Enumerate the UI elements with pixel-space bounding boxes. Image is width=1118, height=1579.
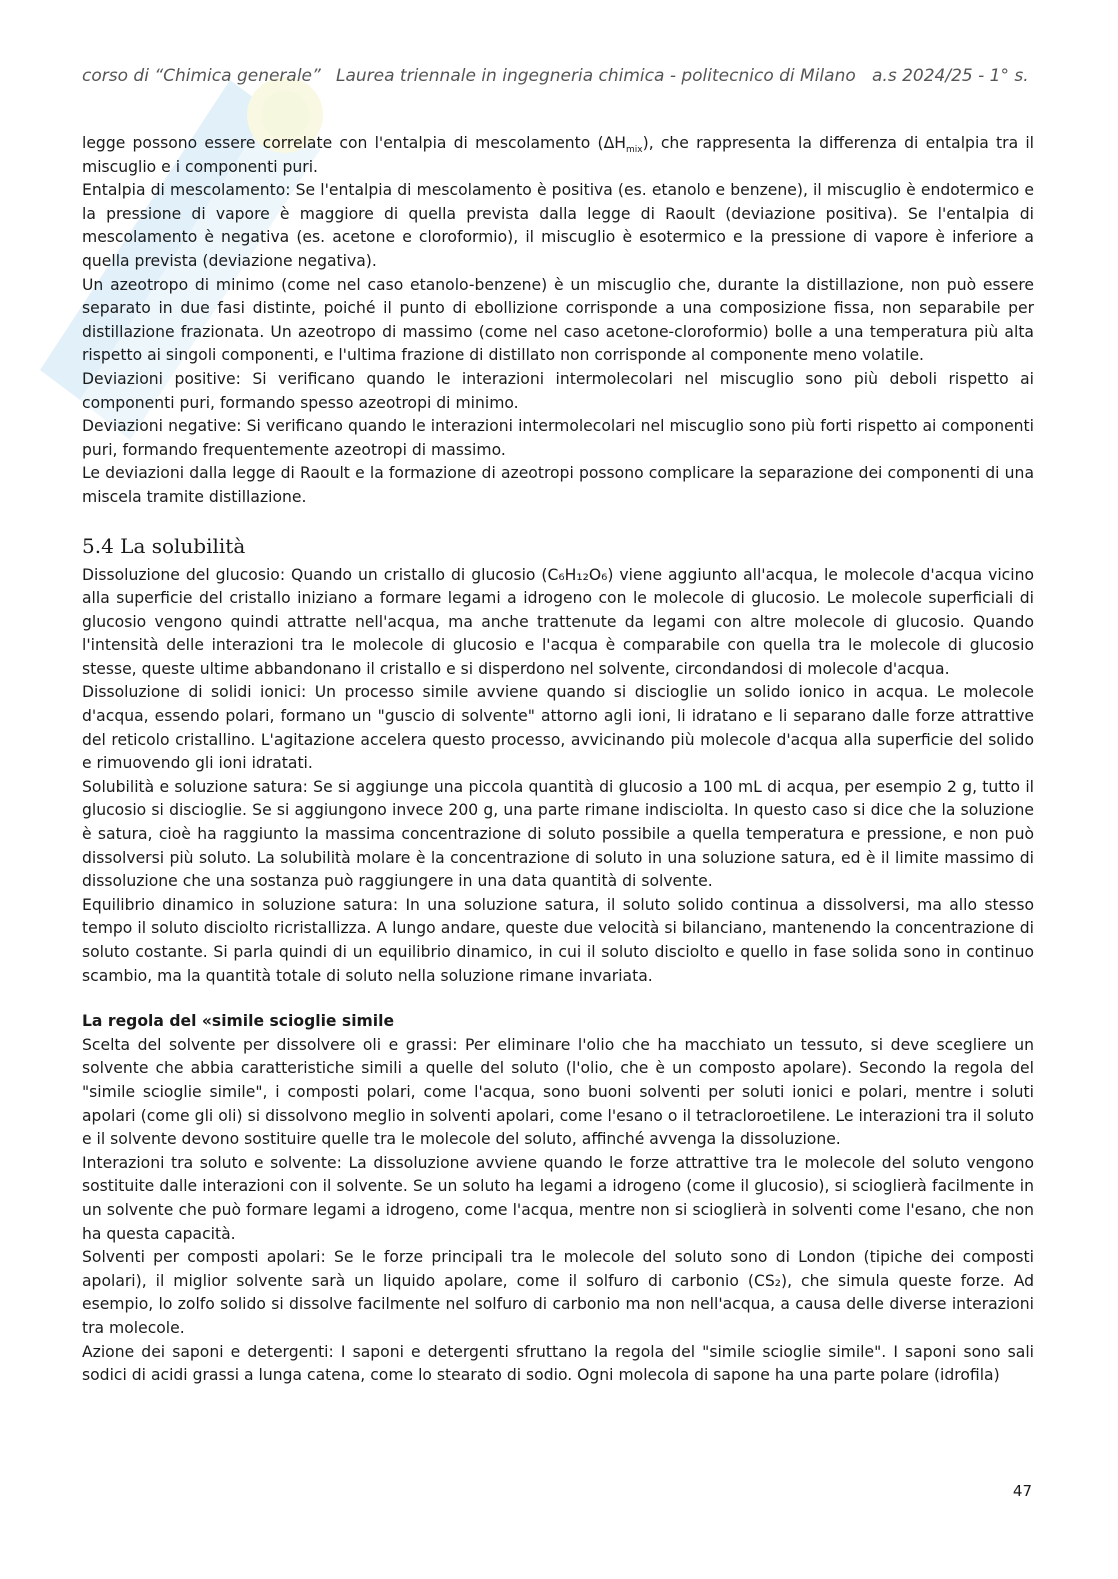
subsection-paragraph-2: Interazioni tra soluto e solvente: La dissoluzione avviene quando le forze attrattive tra le molecole del soluto vengono sostituite dalle interazioni con il solvente. Se un soluto ha legami a idrogeno (come il glucosio), si scioglierà facilmente in un solvente che può formare legami a idrogeno, come l'acqua, mentre non si scioglierà in solventi come l'esano, che non ha questa capacità. bbox=[82, 1153, 1034, 1243]
section-paragraph-1: Dissoluzione del glucosio: Quando un cristallo di glucosio (C₆H₁₂O₆) viene aggiunto all'acqua, le molecole d'acqua vicino alla superficie del cristallo iniziano a formare legami a idrogeno con le molecole di glucosio. Le molecole superficiali di glucosio vengono quindi attratte nell'acqua, ma anche trattenute da legami con altre molecole di glucosio. Quando l'intensità delle interazioni tra le molecole di glucosio e l'acqua è comparabile con quella tra le molecole di glucosio stesse, queste ultime abbandonano il cristallo e si disperdono nel solvente, circondandosi di molecole d'acqua. bbox=[82, 565, 1034, 678]
page-content bbox=[82, 132, 1034, 1388]
section-paragraph-4: Equilibrio dinamico in soluzione satura: In una soluzione satura, il soluto solido continua a dissolversi, ma allo stesso tempo il soluto disciolto ricristallizza. A lungo andare, queste due velocità si bilanciano, mantenendo la concentrazione di soluto costante. Si parla quindi di un equilibrio dinamico, in cui il soluto disciolto e quello in fase solida sono in continuo scambio, ma la quantità totale di soluto nella soluzione rimane invariata. bbox=[82, 895, 1034, 985]
intro-paragraph-1 bbox=[82, 132, 1034, 179]
header-year: a.s 2024/25 - 1° s. bbox=[872, 66, 1029, 86]
intro-p1-subscript: mix bbox=[626, 145, 643, 156]
intro-paragraph-4: Deviazioni positive: Si verificano quando le interazioni intermolecolari nel miscuglio sono più deboli rispetto ai componenti puri, formando spesso azeotropi di minimo. bbox=[82, 369, 1034, 412]
subsection-paragraph-4: Azione dei saponi e detergenti: I saponi e detergenti sfruttano la regola del "simile scioglie simile". I saponi sono sali sodici di acidi grassi a lunga catena, come lo stearato di sodio. Ogni molecola di sapone ha una parte polare (idrofila) bbox=[82, 1342, 1034, 1385]
section-paragraph-2: Dissoluzione di solidi ionici: Un processo simile avviene quando si discioglie un solido ionico in acqua. Le molecole d'acqua, essendo polari, formano un "guscio di solvente" attorno agli ioni, li idratano e li separano dalle forze attrattive del reticolo cristallino. L'agitazione accelera questo processo, avvicinando più molecole d'acqua alla superficie del solido e rimuovendo gli ioni idratati. bbox=[82, 683, 1034, 773]
section-paragraph-3: Solubilità e soluzione satura: Se si aggiunge una piccola quantità di glucosio a 100 mL di acqua, per esempio 2 g, tutto il glucosio si discioglie. Se si aggiungono invece 200 g, una parte rimane indisciolta. In questo caso si dice che la soluzione è satura, cioè ha raggiunto la massima concentrazione di soluto possibile a quella temperatura e pressione, e non può dissolversi più soluto. La solubilità molare è la concentrazione di soluto in una soluzione satura, ed è il limite massimo di dissoluzione che una sostanza può raggiungere in una data quantità di solvente. bbox=[82, 777, 1034, 891]
intro-p1-text: legge possono essere correlate con l'entalpia di mescolamento (ΔH bbox=[82, 134, 627, 152]
section-title: 5.4 La solubilità bbox=[82, 533, 246, 558]
intro-paragraph-5: Deviazioni negative: Si verificano quando le interazioni intermolecolari nel miscuglio sono più forti rispetto ai componenti puri, formando frequentemente azeotropi di massimo. bbox=[82, 417, 1034, 459]
subsection-title: La regola del «simile scioglie simile bbox=[82, 1012, 395, 1031]
intro-p1-text-end: ), che rappresenta la differenza di entalpia tra il miscuglio e i componenti puri. bbox=[82, 134, 1034, 176]
intro-paragraph-3: Un azeotropo di minimo (come nel caso etanolo-benzene) è un miscuglio che, durante la distillazione, non può essere separato in due fasi distinte, poiché il punto di ebollizione corrisponde a una composizione fissa, non separabile per distillazione frazionata. Un azeotropo di massimo (come nel caso acetone-cloroformio) bolle a una temperatura più alta rispetto ai singoli componenti, e l'ultima frazione di distillato non corrisponde al componente meno volatile. bbox=[82, 275, 1034, 365]
page-number: 47 bbox=[1012, 1482, 1032, 1500]
header-degree: Laurea triennale in ingegneria chimica - politecnico di Milano bbox=[336, 66, 856, 86]
subsection-paragraph-3: Solventi per composti apolari: Se le forze principali tra le molecole del soluto sono di London (tipiche dei composti apolari), il miglior solvente sarà un liquido apolare, come il solfuro di carbonio (CS₂), che simula queste forze. Ad esempio, lo zolfo solido si dissolve facilmente nel solfuro di carbonio ma non nell'acqua, a causa delle diverse interazioni tra molecole. bbox=[82, 1248, 1034, 1337]
subsection-paragraph-1: Scelta del solvente per dissolvere oli e grassi: Per eliminare l'olio che ha macchiato un tessuto, si deve scegliere un solvente che abbia caratteristiche simili a quelle del soluto (l'olio, che è un composto apolare). Secondo la regola del "simile scioglie simile", i composti polari, come l'acqua, sono buoni solventi per soluti ionici e polari, mentre i soluti apolari (come gli oli) si dissolvono meglio in solventi apolari, come l'esano o il tetracloroetilene. Le interazioni tra il soluto e il solvente devono sostituire quelle tra le molecole del soluto, affinché avvenga la dissoluzione. bbox=[82, 1035, 1034, 1149]
header-course: corso di “Chimica generale” bbox=[82, 66, 321, 86]
intro-paragraph-6: Le deviazioni dalla legge di Raoult e la formazione di azeotropi possono complicare la separazione dei componenti di una miscela tramite distillazione. bbox=[82, 464, 1034, 506]
intro-paragraph-2: Entalpia di mescolamento: Se l'entalpia di mescolamento è positiva (es. etanolo e benzene), il miscuglio è endotermico e la pressione di vapore è maggiore di quella prevista dalla legge di Raoult (deviazione positiva). Se l'entalpia di mescolamento è negativa (es. acetone e cloroformio), il miscuglio è esotermico e la pressione di vapore è inferiore a quella prevista (deviazione negativa). bbox=[82, 181, 1034, 270]
